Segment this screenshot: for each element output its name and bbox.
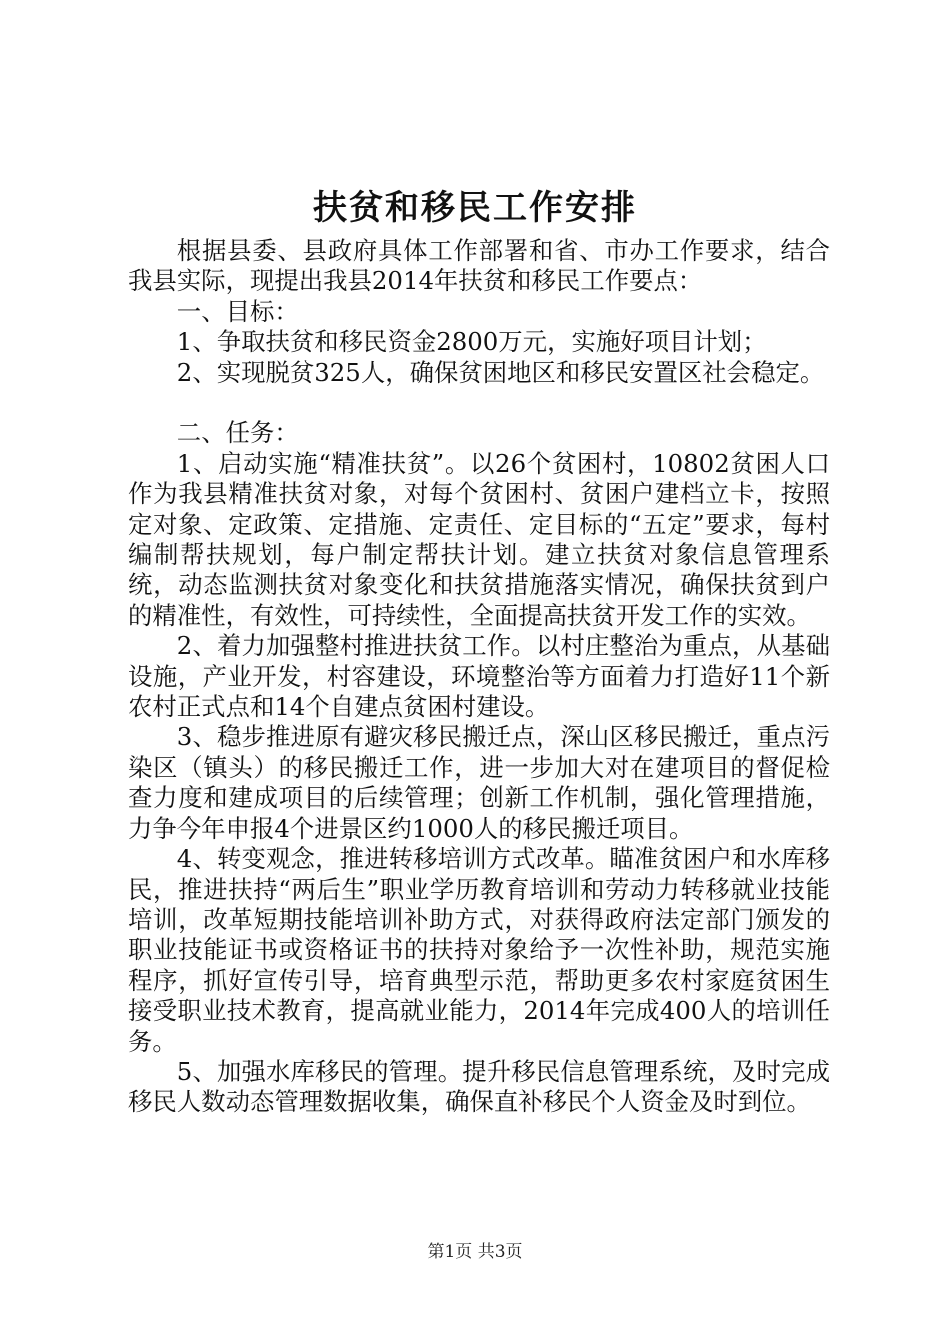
section-heading-tasks: 二、任务： (176, 418, 299, 448)
goal-item-1: 1、争取扶贫和移民资金2800万元，实施好项目计划； (176, 327, 767, 357)
task-item-2: 2、着力加强整村推进扶贫工作。以村庄整治为重点，从基础设施，产业开发，村容建设，环境整治等方面着力打造好11个新农村正式点和14个自建点贫困村建设。 (128, 631, 830, 722)
document-body (128, 236, 830, 1118)
page-footer: 第1页 共3页 (427, 1242, 523, 1262)
task-item-3: 3、稳步推进原有避灾移民搬迁点，深山区移民搬迁，重点污染区（镇头）的移民搬迁工作，进一步加大对在建项目的督促检查力度和建成项目的后续管理；创新工作机制，强化管理措施，力争今年申报4个进景区约1000人的移民搬迁项目。 (128, 722, 830, 843)
blank-line (128, 388, 830, 418)
task-item-4: 4、转变观念，推进转移培训方式改革。瞄准贫困户和水库移民，推进扶持“两后生”职业学历教育培训和劳动力转移就业技能培训，改革短期技能培训补助方式，对获得政府法定部门颁发的职业技能证书或资格证书的扶持对象给予一次性补助，规范实施程序，抓好宣传引导，培育典型示范，帮助更多农村家庭贫困生接受职业技术教育，提高就业能力，2014年完成400人的培训任务。 (128, 844, 830, 1056)
task-item-1: 1、启动实施“精准扶贫”。以26个贫困村，10802贫困人口作为我县精准扶贫对象，对每个贫困村、贫困户建档立卡，按照定对象、定政策、定措施、定责任、定目标的“五定”要求，每村编制帮扶规划，每户制定帮扶计划。建立扶贫对象信息管理系统，动态监测扶贫对象变化和扶贫措施落实情况，确保扶贫到户的精准性，有效性，可持续性，全面提高扶贫开发工作的实效。 (128, 448, 830, 630)
section-heading-goals: 一、目标： (176, 296, 299, 326)
document-title: 扶贫和移民工作安排 (313, 188, 637, 228)
intro-paragraph: 根据县委、县政府具体工作部署和省、市办工作要求，结合我县实际，现提出我县2014年扶贫和移民工作要点： (128, 236, 830, 296)
task-item-5: 5、加强水库移民的管理。提升移民信息管理系统，及时完成移民人数动态管理数据收集，确保直补移民个人资金及时到位。 (128, 1056, 830, 1117)
goal-item-2: 2、实现脱贫325人，确保贫困地区和移民安置区社会稳定。 (176, 357, 825, 387)
